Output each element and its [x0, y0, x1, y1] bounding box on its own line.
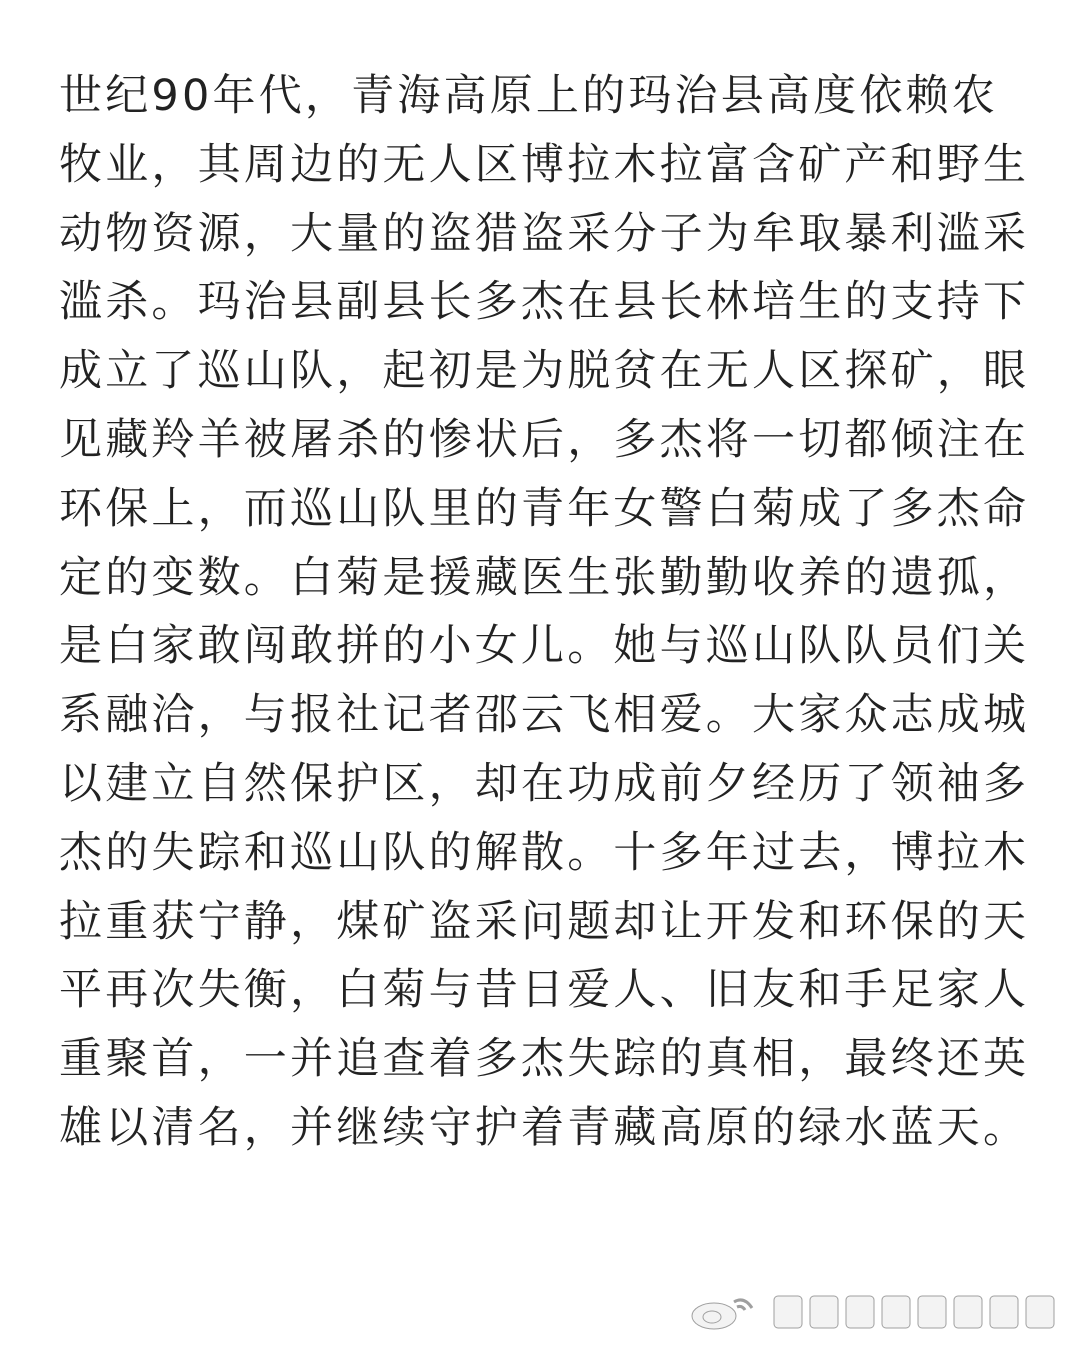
text-line: 成立了巡山队，起初是为脱贫在无人区探矿，眼	[59, 346, 1030, 397]
text-line: 是白家敢闯敢拼的小女儿。她与巡山队队员们关	[59, 621, 1030, 672]
text-line: 见藏羚羊被屠杀的惨状后，多杰将一切都倾注在	[59, 414, 1030, 465]
text-line: 牧业，其周边的无人区博拉木拉富含矿产和野生	[59, 139, 1030, 190]
text-line: 定的变数。白菊是援藏医生张勤勤收养的遗孤，	[59, 552, 1030, 603]
weibo-watermark	[682, 1292, 1062, 1332]
text-line: 平再次失衡，白菊与昔日爱人、旧友和手足家人	[59, 965, 1030, 1016]
text-line: 世纪90年代，青海高原上的玛治县高度依赖农	[59, 71, 998, 121]
article-body	[59, 62, 1030, 1163]
weibo-logo-icon	[682, 1292, 1062, 1332]
text-line: 滥杀。玛治县副县长多杰在县长林培生的支持下	[59, 277, 1030, 328]
text-line: 环保上，而巡山队里的青年女警白菊成了多杰命	[59, 483, 1030, 534]
text-line: 以建立自然保护区，却在功成前夕经历了领袖多	[59, 758, 1030, 809]
text-line: 动物资源，大量的盗猎盗采分子为牟取暴利滥采	[59, 208, 1030, 259]
text-line: 雄以清名，并继续守护着青藏高原的绿水蓝天。	[59, 1102, 1030, 1153]
text-line: 系融洽，与报社记者邵云飞相爱。大家众志成城	[59, 690, 1030, 741]
text-line: 拉重获宁静，煤矿盗采问题却让开发和环保的天	[59, 896, 1030, 947]
text-line: 杰的失踪和巡山队的解散。十多年过去，博拉木	[59, 827, 1030, 878]
text-line: 重聚首，一并追查着多杰失踪的真相，最终还英	[59, 1034, 1030, 1085]
